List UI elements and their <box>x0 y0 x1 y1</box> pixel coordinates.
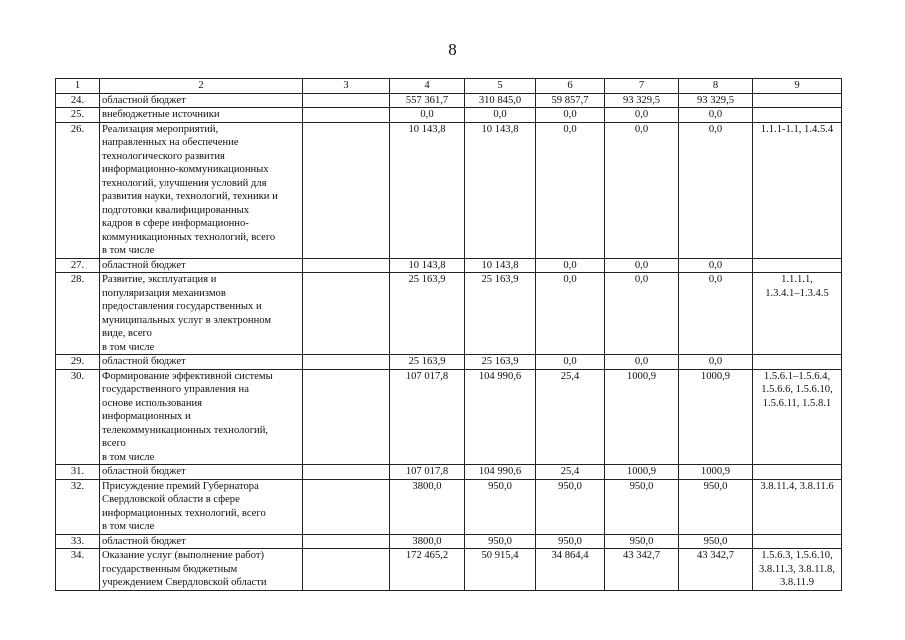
column-header: 3 <box>303 79 390 94</box>
table-row <box>56 479 842 534</box>
cell-col8: 0,0 <box>679 258 753 273</box>
cell-col9 <box>753 258 842 273</box>
table-row <box>56 534 842 549</box>
page-number: 8 <box>448 40 457 59</box>
column-header: 6 <box>536 79 605 94</box>
row-number: 24. <box>56 93 100 108</box>
cell-col5: 104 990,6 <box>465 369 536 465</box>
cell-col3 <box>303 355 390 370</box>
cell-col3 <box>303 465 390 480</box>
cell-col7: 1000,9 <box>605 465 679 480</box>
cell-col5: 25 163,9 <box>465 355 536 370</box>
cell-col3 <box>303 108 390 123</box>
cell-col9: 1.1.1.1, 1.3.4.1–1.3.4.5 <box>753 273 842 355</box>
cell-col4: 0,0 <box>390 108 465 123</box>
cell-col9: 3.8.11.4, 3.8.11.6 <box>753 479 842 534</box>
cell-col5: 50 915,4 <box>465 549 536 591</box>
cell-col8: 950,0 <box>679 534 753 549</box>
cell-col4: 107 017,8 <box>390 465 465 480</box>
table-row <box>56 549 842 591</box>
cell-col4: 25 163,9 <box>390 355 465 370</box>
cell-col8: 43 342,7 <box>679 549 753 591</box>
budget-table <box>55 78 842 591</box>
cell-col9 <box>753 465 842 480</box>
cell-col8: 950,0 <box>679 479 753 534</box>
column-header: 2 <box>100 79 303 94</box>
column-header: 1 <box>56 79 100 94</box>
column-header: 5 <box>465 79 536 94</box>
cell-col9: 1.5.6.1–1.5.6.4, 1.5.6.6, 1.5.6.10, 1.5.6.11, 1.5.8.1 <box>753 369 842 465</box>
cell-col7: 0,0 <box>605 108 679 123</box>
row-number: 30. <box>56 369 100 465</box>
row-number: 32. <box>56 479 100 534</box>
cell-col6: 25,4 <box>536 369 605 465</box>
row-number: 33. <box>56 534 100 549</box>
row-name: областной бюджет <box>100 355 303 370</box>
table-row <box>56 108 842 123</box>
cell-col5: 10 143,8 <box>465 258 536 273</box>
cell-col3 <box>303 122 390 258</box>
cell-col7: 950,0 <box>605 534 679 549</box>
cell-col5: 950,0 <box>465 534 536 549</box>
cell-col6: 0,0 <box>536 258 605 273</box>
cell-col9 <box>753 534 842 549</box>
cell-col5: 950,0 <box>465 479 536 534</box>
row-name: областной бюджет <box>100 534 303 549</box>
cell-col5: 25 163,9 <box>465 273 536 355</box>
table-row <box>56 465 842 480</box>
cell-col3 <box>303 369 390 465</box>
cell-col4: 557 361,7 <box>390 93 465 108</box>
cell-col4: 25 163,9 <box>390 273 465 355</box>
cell-col3 <box>303 534 390 549</box>
cell-col3 <box>303 549 390 591</box>
cell-col6: 950,0 <box>536 534 605 549</box>
row-name: Присуждение премий Губернатора Свердловской области в сфере информационных технологий, всего в том числе <box>100 479 303 534</box>
table-row <box>56 355 842 370</box>
cell-col7: 0,0 <box>605 355 679 370</box>
cell-col4: 10 143,8 <box>390 122 465 258</box>
cell-col8: 0,0 <box>679 355 753 370</box>
table-row <box>56 273 842 355</box>
cell-col7: 1000,9 <box>605 369 679 465</box>
cell-col8: 1000,9 <box>679 465 753 480</box>
cell-col3 <box>303 258 390 273</box>
cell-col4: 172 465,2 <box>390 549 465 591</box>
cell-col4: 10 143,8 <box>390 258 465 273</box>
cell-col7: 0,0 <box>605 258 679 273</box>
cell-col6: 59 857,7 <box>536 93 605 108</box>
table-row <box>56 122 842 258</box>
cell-col9 <box>753 93 842 108</box>
table-row <box>56 369 842 465</box>
cell-col6: 0,0 <box>536 108 605 123</box>
cell-col5: 310 845,0 <box>465 93 536 108</box>
row-number: 34. <box>56 549 100 591</box>
cell-col4: 3800,0 <box>390 479 465 534</box>
cell-col3 <box>303 479 390 534</box>
table-row <box>56 258 842 273</box>
cell-col9 <box>753 108 842 123</box>
row-name: Оказание услуг (выполнение работ) государственным бюджетным учреждением Свердловской области <box>100 549 303 591</box>
cell-col5: 0,0 <box>465 108 536 123</box>
column-header: 9 <box>753 79 842 94</box>
column-header: 7 <box>605 79 679 94</box>
cell-col6: 0,0 <box>536 122 605 258</box>
cell-col8: 1000,9 <box>679 369 753 465</box>
row-number: 28. <box>56 273 100 355</box>
cell-col3 <box>303 93 390 108</box>
cell-col8: 0,0 <box>679 122 753 258</box>
row-number: 27. <box>56 258 100 273</box>
row-name: Формирование эффективной системы государственного управления на основе использования информационных и телекоммуникационных технологий, всего в том числе <box>100 369 303 465</box>
row-name: областной бюджет <box>100 93 303 108</box>
column-header: 8 <box>679 79 753 94</box>
cell-col5: 104 990,6 <box>465 465 536 480</box>
row-number: 25. <box>56 108 100 123</box>
cell-col6: 0,0 <box>536 273 605 355</box>
row-number: 29. <box>56 355 100 370</box>
cell-col9: 1.1.1-1.1, 1.4.5.4 <box>753 122 842 258</box>
cell-col6: 0,0 <box>536 355 605 370</box>
cell-col9 <box>753 355 842 370</box>
table-row <box>56 93 842 108</box>
cell-col9: 1.5.6.3, 1.5.6.10, 3.8.11.3, 3.8.11.8, 3.8.11.9 <box>753 549 842 591</box>
cell-col4: 107 017,8 <box>390 369 465 465</box>
cell-col8: 0,0 <box>679 273 753 355</box>
cell-col3 <box>303 273 390 355</box>
row-name: внебюджетные источники <box>100 108 303 123</box>
row-name: областной бюджет <box>100 258 303 273</box>
cell-col7: 950,0 <box>605 479 679 534</box>
cell-col7: 93 329,5 <box>605 93 679 108</box>
row-number: 26. <box>56 122 100 258</box>
row-name: Развитие, эксплуатация и популяризация механизмов предоставления государственных и муниципальных услуг в электронном виде, всего в том числе <box>100 273 303 355</box>
cell-col7: 0,0 <box>605 122 679 258</box>
cell-col8: 93 329,5 <box>679 93 753 108</box>
row-name: Реализация мероприятий, направленных на обеспечение технологического развития информационно-коммуникационных технологий, улучшения условий для развития науки, технологий, техники и подготовки квалифицированных кадров в сфере информационно- коммуникационных технологий, всего в том числе <box>100 122 303 258</box>
cell-col7: 43 342,7 <box>605 549 679 591</box>
cell-col6: 34 864,4 <box>536 549 605 591</box>
column-header: 4 <box>390 79 465 94</box>
cell-col7: 0,0 <box>605 273 679 355</box>
row-number: 31. <box>56 465 100 480</box>
cell-col4: 3800,0 <box>390 534 465 549</box>
header-row <box>56 79 842 94</box>
cell-col6: 950,0 <box>536 479 605 534</box>
row-name: областной бюджет <box>100 465 303 480</box>
cell-col5: 10 143,8 <box>465 122 536 258</box>
cell-col8: 0,0 <box>679 108 753 123</box>
cell-col6: 25,4 <box>536 465 605 480</box>
